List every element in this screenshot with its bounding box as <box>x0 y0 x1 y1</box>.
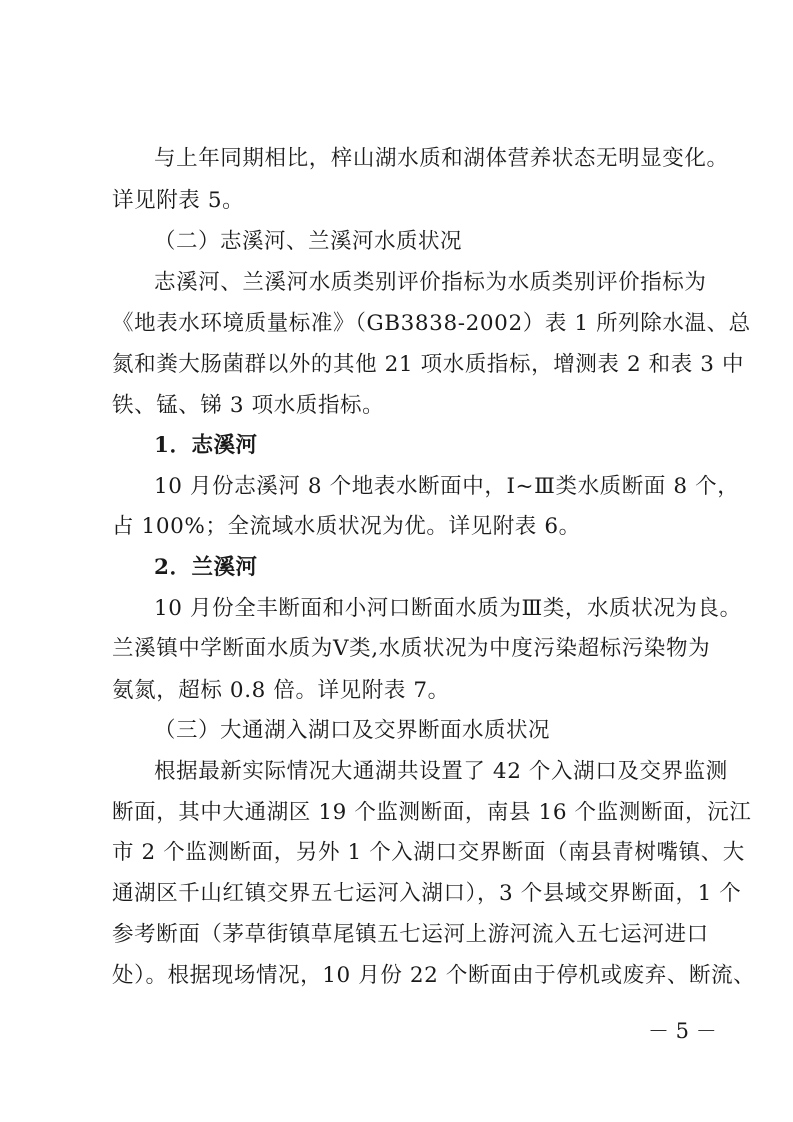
paragraph-line: 10 月份志溪河 8 个地表水断面中，Ⅰ~Ⅲ类水质断面 8 个， <box>154 474 740 499</box>
paragraph-line: 《地表水环境质量标准》（GB3838-2002）表 1 所列除水温、总 <box>112 311 751 336</box>
paragraph-line: 兰溪镇中学断面水质为Ⅴ类,水质状况为中度污染超标污染物为 <box>112 636 711 661</box>
paragraph-line: 处）。根据现场情况，10 月份 22 个断面由于停机或废弃、断流、 <box>112 963 756 988</box>
paragraph-line: 市 2 个监测断面，另外 1 个入湖口交界断面（南县青树嘴镇、大 <box>112 840 745 865</box>
paragraph-line: 通湖区千山红镇交界五七运河入湖口），3 个县域交界断面，1 个 <box>112 881 742 906</box>
paragraph-line: 10 月份全丰断面和小河口断面水质为Ⅲ类，水质状况为良。 <box>154 596 742 621</box>
paragraph-line: 铁、锰、锑 3 项水质指标。 <box>112 393 385 418</box>
paragraph-line: 志溪河、兰溪河水质类别评价指标为水质类别评价指标为 <box>154 270 707 295</box>
section-heading: （二）志溪河、兰溪河水质状况 <box>154 229 463 254</box>
subsection-heading: 1．志溪河 <box>154 433 258 458</box>
paragraph-line: 氮和粪大肠菌群以外的其他 21 项水质指标，增测表 2 和表 3 中 <box>112 352 745 377</box>
paragraph-line: 占 100%；全流域水质状况为优。详见附表 6。 <box>112 514 581 539</box>
paragraph-line: 氨氮，超标 0.8 倍。详见附表 7。 <box>112 678 450 703</box>
paragraph-line: 与上年同期相比，梓山湖水质和湖体营养状态无明显变化。 <box>154 146 729 171</box>
subsection-heading: 2．兰溪河 <box>154 555 258 580</box>
section-heading: （三）大通湖入湖口及交界断面水质状况 <box>154 718 551 743</box>
paragraph-line: 根据最新实际情况大通湖共设置了 42 个入湖口及交界监测 <box>154 759 728 784</box>
page-number: － 5 － <box>648 1019 717 1043</box>
paragraph-line: 参考断面（茅草街镇草尾镇五七运河上游河流入五七运河进口 <box>112 922 709 947</box>
paragraph-line: 断面，其中大通湖区 19 个监测断面，南县 16 个监测断面，沅江 <box>112 800 752 825</box>
paragraph-line: 详见附表 5。 <box>112 188 245 213</box>
